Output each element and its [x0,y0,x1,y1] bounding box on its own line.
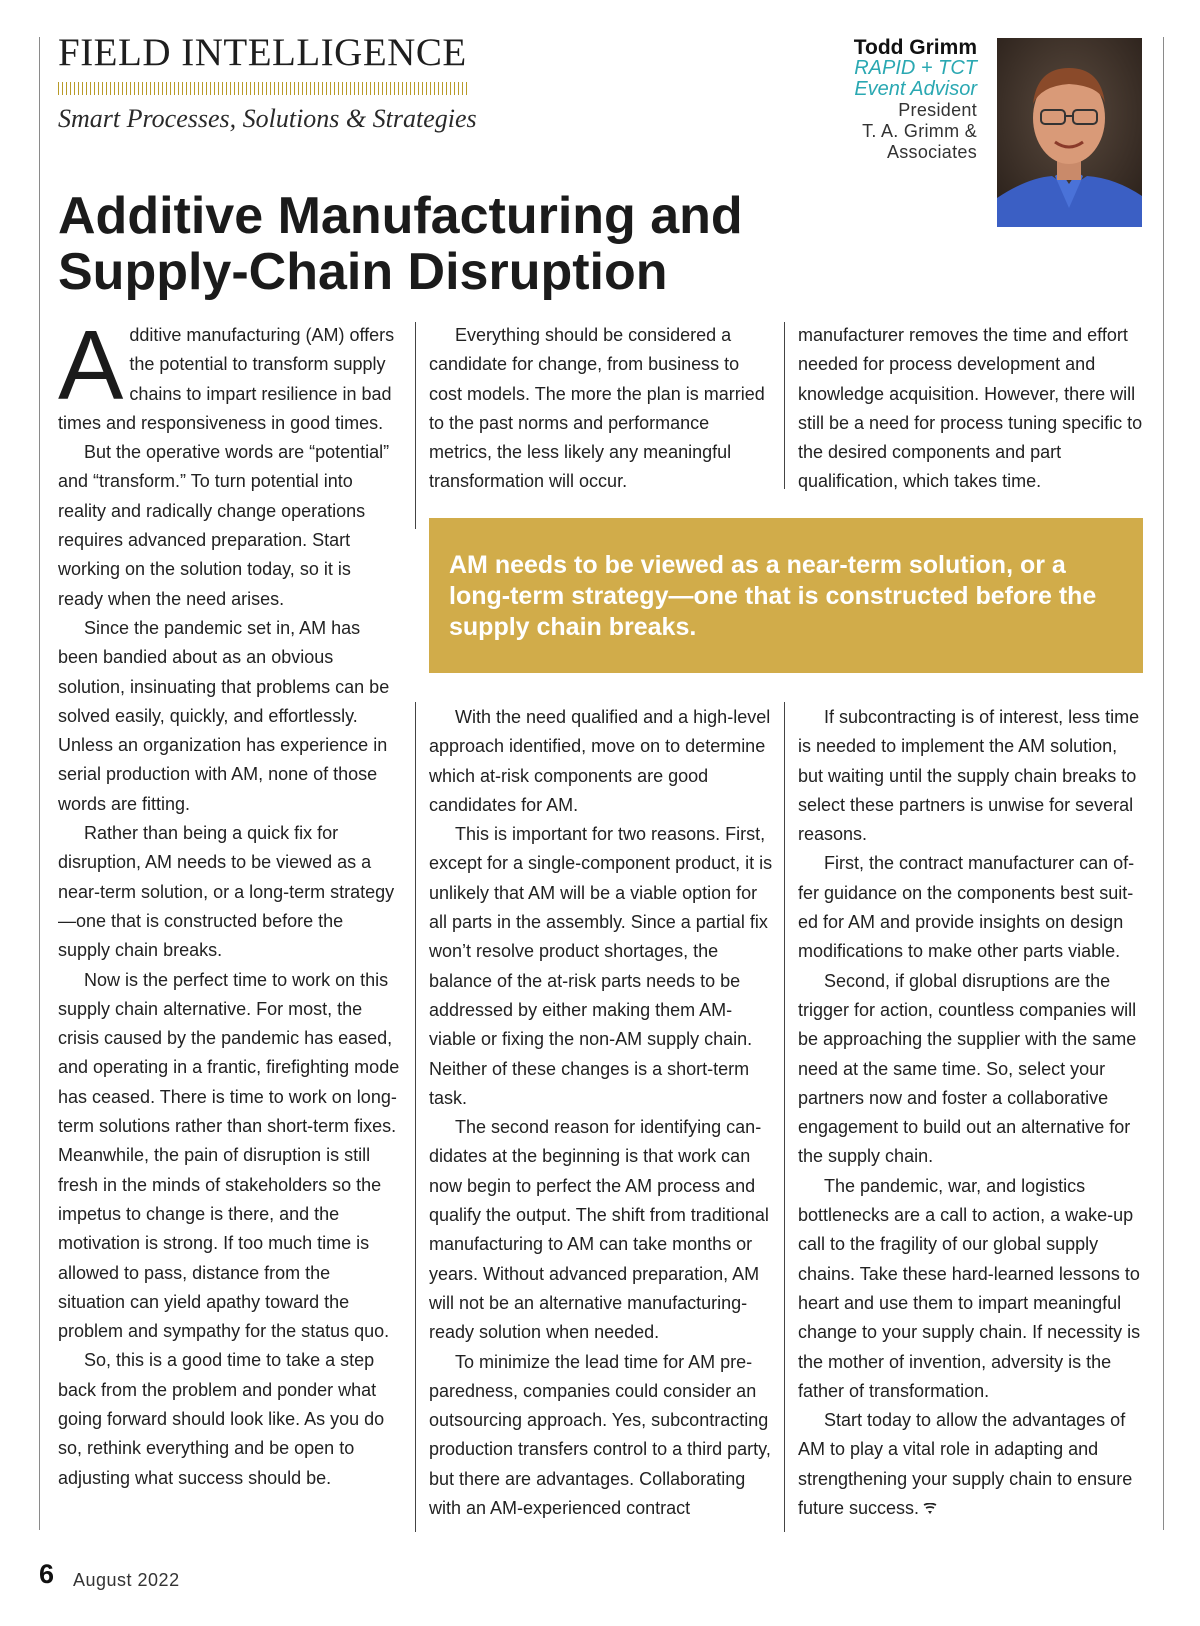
section-title: FIELD INTELLIGENCE [58,31,467,74]
article-paragraph [798,1406,1143,1523]
article-paragraph: Second, if global disruptions are the trigger for action, countless companies will be approaching the supplier with the same need at the same time. So, select your partners now and foster a collaborative engagement to build out an alternative for the supply chain. [798,970,1137,1167]
author-name: Todd Grimm [853,36,977,59]
article-paragraph: manufacturer removes the time and effort needed for process development and knowledge acquisition. However, there will still be a need for process tuning specific to the desired components and part qualification, which takes time. [798,325,1143,492]
article-paragraph: The pandemic, war, and logistics bottlenecks are a call to action, a wake-up call to the fragility of our global supply chains. Take these hard-learned lessons to heart and use them to impart meaningful change to your supply chain. If necessity is the mother of invention, adversity is the father of transformation. [798,1175,1141,1401]
page-number: 6 [39,1559,55,1589]
article-paragraph: First, the contract manufacturer can offer guidance on the components best suited for AM and provide insights on design modifications to make other parts viable. [798,853,1135,962]
headline-line: Additive Manufacturing and [58,187,743,245]
author-role: RAPID + TCT [854,57,977,79]
author-photo [997,38,1142,227]
paragraph-text: dditive manufacturing (AM) offers the potential to transform supply chains to impart resilience in bad times and responsiveness in good times. [58,325,395,433]
article-headline [58,188,743,300]
article-paragraph: This is important for two reasons. First, except for a single-component product, it is unlikely that AM will be a viable option for all parts in the assembly. Since a partial fix won’t resolve product shortages, the balance of the at-risk parts needs to be addressed by either making them AM-viable or fixing the non-AM supply chain. Neither of these changes is a short-term task. [429,824,773,1108]
pull-quote-text: AM needs to be viewed as a near-term solution, or a long-term strategy—one that is constructed before the supply chain breaks. [449,551,1097,641]
article-column [58,310,400,1493]
page-right-rule [1163,37,1164,1530]
article-paragraph: With the need qualified and a high-level approach identified, move on to determine which at-risk components are good candidates for AM. [429,707,771,815]
column-divider [415,322,416,529]
author-byline [854,37,977,163]
section-subtitle: Smart Processes, Solutions & Strategies [58,104,477,133]
pull-quote [429,518,1143,673]
author-role: Event Advisor [854,78,977,100]
article-paragraph [58,310,400,438]
issue-date: August 2022 [73,1570,180,1590]
column-divider [784,322,785,489]
drop-cap: A [58,310,124,420]
author-company: T. A. Grimm & [862,121,977,141]
author-company: Associates [886,142,977,162]
end-of-article-icon [923,1503,937,1515]
column-divider [784,702,785,1532]
column-divider [415,702,416,1532]
article-paragraph: Since the pandemic set in, AM has been bandied about as an obvious solution, insinuating that problems can be solved easily, quickly, and effortlessly. Unless an organization has experience in serial production with AM, none of those words are fitting. [58,617,390,814]
article-column [429,703,773,1523]
article-paragraph: The second reason for identifying candidates at the beginning is that work can now begin to perfect the AM process and qualify the output. The shift from traditional manufacturing to AM can take months or years. Without advanced preparation, AM will not be an alternative manufacturing-ready solution when needed. [429,1117,769,1343]
article-column [429,321,773,497]
article-paragraph: But the operative words are “potential” and “transform.” To turn potential into reality and radically change operations requires advanced preparation. Start working on the solution today, so it is ready when the need arises. [58,442,390,609]
article-paragraph: If subcontracting is of interest, less time is needed to implement the AM solution, but waiting until the supply chain breaks to select these partners is unwise for several reasons. [798,707,1140,845]
article-paragraph: So, this is a good time to take a step back from the problem and ponder what going forward should look like. As you do so, rethink everything and be open to adjusting what success should be. [58,1350,385,1488]
author-title: President [898,100,977,120]
article-paragraph: To minimize the lead time for AM preparedness, companies could consider an outsourcing approach. Yes, subcontracting production transfers control to a third party, but there are advantages. Collaborating with an AM-experienced contract [429,1351,771,1519]
article-paragraph: Now is the perfect time to work on this supply chain alternative. For most, the crisis caused by the pandemic has eased, and operating in a frantic, firefighting mode has ceased. There is time to work on long-term solutions rather than short-term fixes. Meanwhile, the pain of disruption is still fresh in the minds of stakeholders so the impetus to change is there, and the motivation is strong. If too much time is allowed to pass, distance from the situation can yield apathy toward the problem and sympathy for the status quo. [58,969,400,1342]
headline-line: Supply-Chain Disruption [58,243,668,301]
article-paragraph: Everything should be considered a candidate for change, from business to cost models. The more the plan is married to the past norms and performance metrics, the less likely any meaningful transformation will occur. [429,325,765,492]
page-left-rule [39,37,40,1530]
article-column [798,321,1143,497]
paragraph-text: Start today to allow the advantages of AM to play a vital role in adapting and strengthening your supply chain to ensure future success. [798,1410,1133,1519]
article-paragraph: Rather than being a quick fix for disruption, AM needs to be viewed as a near-term solution, or a long-term strategy—one that is constructed before the supply chain breaks. [58,823,395,961]
article-column [798,703,1143,1523]
decorative-hatch-rule [58,82,470,95]
